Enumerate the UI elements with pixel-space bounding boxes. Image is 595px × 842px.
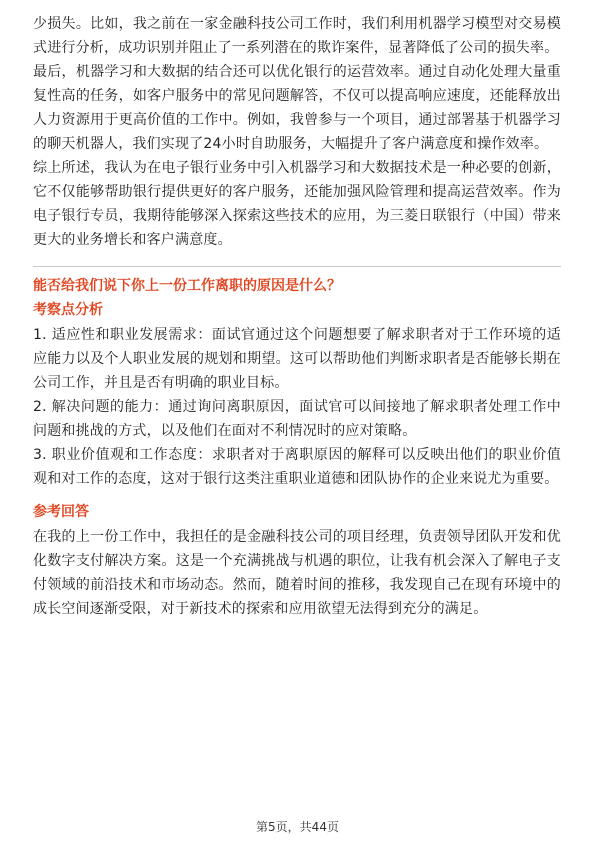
document-body: [33, 12, 561, 621]
analysis-heading: 考察点分析: [33, 302, 103, 318]
analysis-item-2: 2. 解决问题的能力：通过询问离职原因，面试官可以间接地了解求职者处理工作中问题和挑战的方式，以及他们在面对不利情况时的应对策略。: [33, 399, 561, 439]
analysis-item-3: 3. 职业价值观和工作态度：求职者对于离职原因的解释可以反映出他们的职业价值观和对工作的态度，这对于银行这类注重职业道德和团队协作的企业来说尤为重要。: [33, 447, 561, 487]
section-divider: [33, 266, 561, 267]
paragraph-conclusion: 综上所述，我认为在电子银行业务中引入机器学习和大数据技术是一种必要的创新，它不仅能够帮助银行提供更好的客户服务，还能加强风险管理和提高运营效率。作为电子银行专员，我期待能够深入探索这些技术的应用，为三菱日联银行（中国）带来更大的业务增长和客户满意度。: [33, 160, 561, 248]
answer-text: 在我的上一份工作中，我担任的是金融科技公司的项目经理，负责领导团队开发和优化数字支付解决方案。这是一个充满挑战与机遇的职位，让我有机会深入了解电子支付领域的前沿技术和市场动态。然而，随着时间的推移，我发现自己在现有环境中的成长空间逐渐受限，对于新技术的探索和应用欲望无法得到充分的满足。: [33, 529, 561, 617]
paragraph-operations-efficiency: 最后，机器学习和大数据的结合还可以优化银行的运营效率。通过自动化处理大量重复性高的任务，如客户服务中的常见问题解答，不仅可以提高响应速度，还能释放出人力资源用于更高价值的工作中。例如，我曾参与一个项目，通过部署基于机器学习的聊天机器人，我们实现了24小时自助服务，大幅提升了客户满意度和操作效率。: [33, 64, 561, 152]
paragraph-fraud-example: 少损失。比如，我之前在一家金融科技公司工作时，我们利用机器学习模型对交易模式进行分析，成功识别并阻止了一系列潜在的欺诈案件，显著降低了公司的损失率。: [33, 16, 561, 56]
analysis-item-1: 1. 适应性和职业发展需求：面试官通过这个问题想要了解求职者对于工作环境的适应能力以及个人职业发展的规划和期望。这可以帮助他们判断求职者是否能够长期在公司工作，并且是否有明确的职业目标。: [33, 327, 561, 391]
interview-question: 能否给我们说下你上一份工作离职的原因是什么？: [33, 278, 341, 294]
answer-heading: 参考回答: [33, 504, 89, 520]
page-number: 第5页，共44页: [256, 820, 339, 834]
